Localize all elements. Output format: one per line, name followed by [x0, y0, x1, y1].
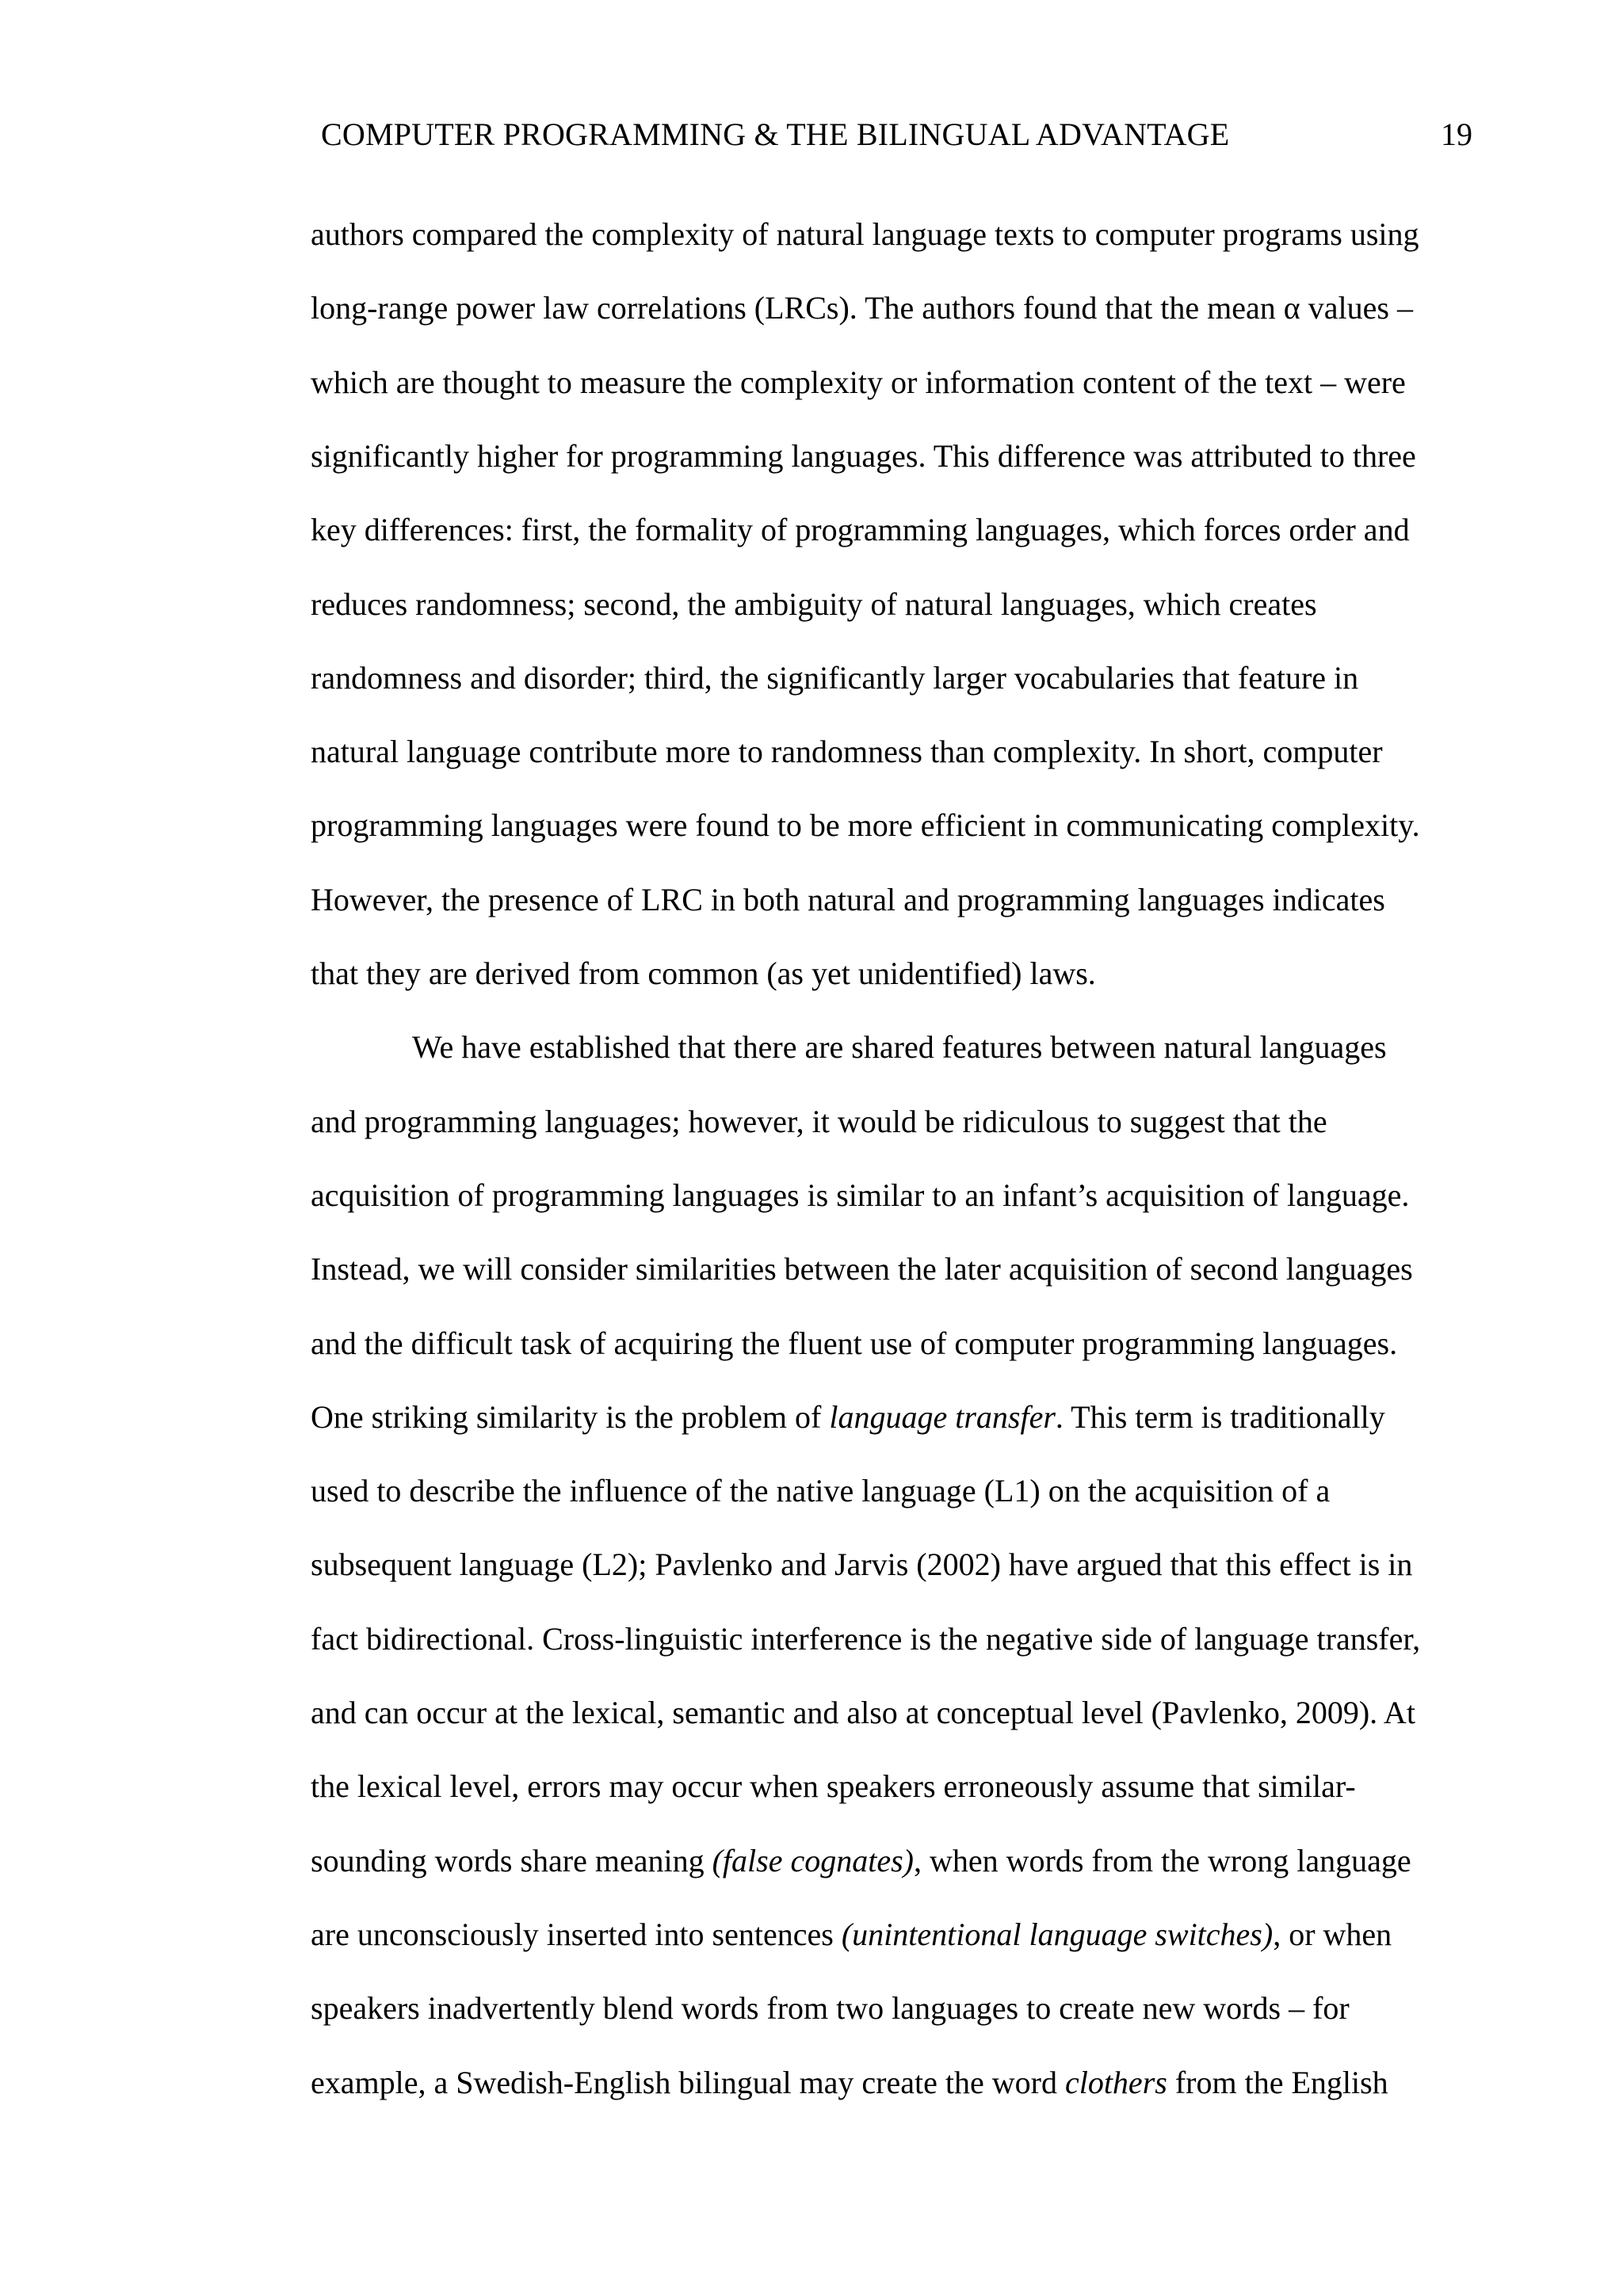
- text-line: [311, 1027, 1387, 1068]
- text-segment: , or when: [1273, 1916, 1392, 1952]
- text-segment: the lexical level, errors may occur when speakers erroneously assume that similar-: [311, 1768, 1356, 1805]
- text-line: [311, 509, 1410, 551]
- text-segment: natural language contribute more to randomness than complexity. In short, computer: [311, 734, 1383, 770]
- text-line: [311, 1323, 1397, 1364]
- text-line: [311, 1619, 1420, 1660]
- text-line: [311, 214, 1419, 255]
- text-segment: sounding words share meaning: [311, 1842, 712, 1878]
- page-number: 19: [1441, 116, 1472, 152]
- text-segment: and the difficult task of acquiring the fluent use of computer programming languages.: [311, 1325, 1398, 1361]
- text-segment: example, a Swedish-English bilingual may create the word: [311, 2064, 1065, 2100]
- text-segment: fact bidirectional. Cross-linguistic interference is the negative side of language transfer,: [311, 1620, 1421, 1657]
- text-segment: and can occur at the lexical, semantic and also at conceptual level (Pavlenko, 2009). At: [311, 1695, 1415, 1730]
- text-line: [311, 1397, 1385, 1438]
- text-segment: and programming languages; however, it would be ridiculous to suggest that the: [311, 1103, 1327, 1139]
- text-line: [311, 805, 1420, 846]
- running-head: COMPUTER PROGRAMMING & THE BILINGUAL ADVANTAGE: [321, 116, 1230, 152]
- text-line: [311, 1101, 1327, 1142]
- text-segment: which are thought to measure the complexity or information content of the text – were: [311, 364, 1406, 400]
- text-segment: significantly higher for programming languages. This difference was attributed to three: [311, 437, 1416, 474]
- italic-text-segment: language transfer: [829, 1398, 1056, 1435]
- italic-text-segment: (unintentional language switches): [841, 1916, 1274, 1952]
- text-line: [311, 362, 1406, 403]
- text-line: [311, 953, 1096, 994]
- text-segment: However, the presence of LRC in both natural and programming languages indicates: [311, 881, 1385, 917]
- text-segment: that they are derived from common (as yet unidentified) laws.: [311, 955, 1096, 991]
- text-segment: , when words from the wrong language: [913, 1842, 1411, 1878]
- text-line: [311, 2062, 1388, 2103]
- text-line: [311, 1544, 1412, 1585]
- text-line: [311, 658, 1358, 699]
- text-line: [311, 1988, 1350, 2029]
- text-line: [311, 1692, 1415, 1733]
- text-segment: . This term is traditionally: [1055, 1398, 1385, 1435]
- text-line: [311, 1840, 1411, 1882]
- text-segment: subsequent language (L2); Pavlenko and Jarvis (2002) have argued that this effect is in: [311, 1547, 1413, 1583]
- text-segment: reduces randomness; second, the ambiguity of natural languages, which creates: [311, 585, 1317, 622]
- text-line: [311, 1249, 1413, 1290]
- text-segment: Instead, we will consider similarities between the later acquisition of second languages: [311, 1251, 1413, 1287]
- text-segment: programming languages were found to be more efficient in communicating complexity.: [311, 807, 1420, 844]
- text-line: [311, 288, 1413, 329]
- text-segment: authors compared the complexity of natural language texts to computer programs using: [311, 216, 1419, 252]
- italic-text-segment: (false cognates): [712, 1842, 914, 1878]
- text-line: [311, 1914, 1392, 1955]
- italic-text-segment: clothers: [1064, 2064, 1167, 2100]
- text-segment: are unconsciously inserted into sentences: [311, 1916, 842, 1952]
- text-line: [311, 731, 1383, 772]
- text-line: [311, 879, 1385, 921]
- text-segment: We have established that there are shared features between natural languages: [412, 1029, 1387, 1066]
- text-segment: speakers inadvertently blend words from two languages to create new words – for: [311, 1990, 1350, 2027]
- text-line: [311, 584, 1317, 625]
- text-line: [311, 1470, 1330, 1512]
- text-segment: from the English: [1167, 2064, 1388, 2100]
- text-segment: used to describe the influence of the native language (L1) on the acquisition of a: [311, 1473, 1331, 1509]
- text-segment: long-range power law correlations (LRCs). The authors found that the mean α values –: [311, 290, 1413, 326]
- text-segment: One striking similarity is the problem of: [311, 1398, 830, 1435]
- text-line: [311, 1766, 1356, 1807]
- text-line: [311, 436, 1416, 477]
- text-line: [311, 1175, 1409, 1216]
- text-segment: randomness and disorder; third, the significantly larger vocabularies that feature in: [311, 659, 1359, 696]
- text-segment: acquisition of programming languages is similar to an infant’s acquisition of language.: [311, 1177, 1410, 1213]
- text-segment: key differences: first, the formality of programming languages, which forces order and: [311, 512, 1410, 548]
